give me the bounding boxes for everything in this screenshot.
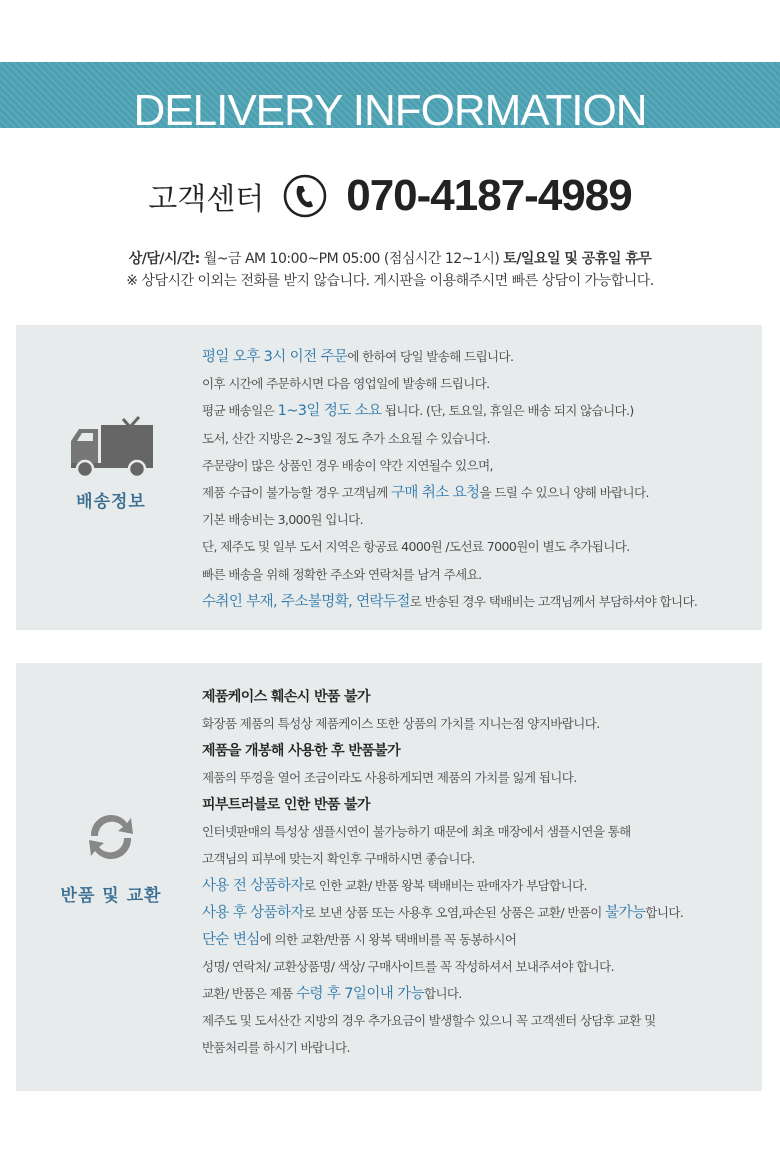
exchange-icon bbox=[83, 809, 139, 865]
shipping-line bbox=[202, 533, 697, 560]
returns-line-text: 합니다. bbox=[645, 905, 684, 920]
returns-info-box bbox=[16, 663, 762, 1091]
returns-lines bbox=[202, 683, 683, 1061]
shipping-info-box bbox=[16, 325, 762, 630]
hours-notice: ※ 상담시간 이외는 전화를 받지 않습니다. 게시판을 이용해주시면 빠른 상담이 가능합니다. bbox=[126, 273, 654, 289]
shipping-line-text: 기본 배송비는 3,000원 입니다. bbox=[202, 512, 364, 528]
consultation-hours bbox=[0, 248, 780, 292]
shipping-line-text: 도서, 산간 지방은 2~3일 정도 추가 소요될 수 있습니다. bbox=[202, 430, 490, 446]
shipping-line bbox=[202, 370, 697, 397]
hours-label: 상/담/시/간: bbox=[128, 251, 200, 267]
returns-line bbox=[202, 764, 683, 791]
returns-line-text: 성명/ 연락처/ 교환상품명/ 색상/ 구매사이트를 꼭 작성하셔서 보내주셔야 합니다. bbox=[202, 959, 615, 974]
shipping-line bbox=[202, 452, 697, 479]
customer-center-label: 고객센터 bbox=[148, 182, 265, 217]
shipping-line-text: 빠른 배송을 위해 정확한 주소와 연락처를 남겨 주세요. bbox=[202, 566, 482, 582]
shipping-line-text: 됩니다. (단, 토요일, 휴일은 배송 되지 않습니다.) bbox=[381, 403, 634, 419]
returns-line-text: 합니다. bbox=[423, 986, 462, 1001]
shipping-line bbox=[202, 561, 697, 588]
returns-line-text: 제품의 뚜껑을 열어 조금이라도 사용하게되면 제품의 가치를 잃게 됩니다. bbox=[202, 770, 577, 785]
shipping-line-text: 평일 오후 3시 이전 주문 bbox=[202, 349, 348, 365]
returns-line bbox=[202, 872, 683, 899]
banner-title: DELIVERY INFORMATION bbox=[133, 86, 647, 135]
hours-time: 월~금 AM 10:00~PM 05:00 (점심시간 12~1시) bbox=[199, 251, 504, 267]
shipping-line-text: 단, 제주도 및 일부 도서 지역은 항공료 4000원 /도선료 7000원이 별도 추가됩니다. bbox=[202, 539, 630, 555]
returns-line bbox=[202, 791, 683, 818]
returns-line bbox=[202, 683, 683, 710]
returns-line-text: 피부트러블로 인한 반품 불가 bbox=[202, 797, 370, 813]
returns-line-text: 에 의한 교환/반품 시 왕복 택배비를 꼭 동봉하시어 bbox=[259, 932, 517, 947]
shipping-line bbox=[202, 506, 697, 533]
returns-line-text: 인터넷판매의 특성상 샘플시연이 불가능하기 때문에 최초 매장에서 샘플시연을 통해 bbox=[202, 824, 631, 839]
returns-line-text: 고객님의 피부에 맞는지 확인후 구매하시면 좋습니다. bbox=[202, 851, 475, 866]
shipping-line bbox=[202, 397, 697, 424]
returns-line bbox=[202, 953, 683, 980]
shipping-line-text: 평균 배송일은 bbox=[202, 403, 278, 419]
returns-line bbox=[202, 845, 683, 872]
truck-icon bbox=[67, 413, 155, 479]
shipping-line-text: 제품 수급이 불가능할 경우 고객님께 bbox=[202, 484, 391, 500]
returns-line bbox=[202, 1034, 683, 1061]
shipping-line-text: 구매 취소 요청 bbox=[391, 484, 480, 501]
shipping-line-text: 에 한하여 당일 발송해 드립니다. bbox=[347, 349, 514, 364]
returns-line-text: 수령 후 7일이내 가능 bbox=[296, 986, 424, 1002]
shipping-line bbox=[202, 588, 697, 615]
returns-line-text: 불가능 bbox=[605, 905, 646, 921]
returns-line-text: 반품처리를 하시기 바랍니다. bbox=[202, 1040, 350, 1055]
phone-icon bbox=[282, 173, 328, 219]
returns-line bbox=[202, 926, 683, 953]
shipping-line-text: 1~3일 정도 소요 bbox=[277, 403, 382, 420]
returns-line-text: 로 인한 교환/ 반품 왕복 택배비는 판매자가 부담합니다. bbox=[303, 878, 587, 893]
shipping-side bbox=[16, 413, 206, 512]
shipping-line-text: 이후 시간에 주문하시면 다음 영업일에 발송해 드립니다. bbox=[202, 376, 490, 392]
returns-line-text: 사용 후 상품하자 bbox=[202, 905, 304, 921]
shipping-line bbox=[202, 425, 697, 452]
returns-line-text: 교환/ 반품은 제품 bbox=[202, 986, 297, 1001]
returns-line-text: 제품케이스 훼손시 반품 불가 bbox=[202, 689, 370, 705]
returns-line-text: 단순 변심 bbox=[202, 932, 260, 948]
customer-center bbox=[0, 172, 780, 220]
phone-number[interactable]: 070-4187-4989 bbox=[346, 171, 632, 220]
returns-line-text: 제품을 개봉해 사용한 후 반품불가 bbox=[202, 743, 401, 759]
shipping-line-text: 주문량이 많은 상품인 경우 배송이 약간 지연될수 있으며, bbox=[202, 457, 493, 473]
shipping-line bbox=[202, 343, 697, 370]
returns-line-text: 제주도 및 도서산간 지방의 경우 추가요금이 발생할수 있으니 꼭 고객센터 상담후 교환 및 bbox=[202, 1013, 656, 1028]
returns-side bbox=[16, 809, 206, 906]
returns-line bbox=[202, 818, 683, 845]
shipping-lines bbox=[202, 343, 697, 615]
hours-closed: 토/일요일 및 공휴일 휴무 bbox=[503, 251, 652, 267]
hours-line bbox=[0, 248, 780, 270]
returns-title: 반품 및 교환 bbox=[60, 886, 162, 906]
returns-line bbox=[202, 737, 683, 764]
returns-line-text: 화장품 제품의 특성상 제품케이스 또한 상품의 가치를 지니는점 양지바랍니다. bbox=[202, 716, 600, 731]
shipping-line-text: 수취인 부재, 주소불명확, 연락두절 bbox=[202, 593, 410, 610]
returns-line bbox=[202, 1007, 683, 1034]
returns-line bbox=[202, 899, 683, 926]
shipping-title: 배송정보 bbox=[76, 492, 146, 512]
shipping-line-text: 을 드릴 수 있으니 양해 바랍니다. bbox=[479, 484, 649, 500]
returns-line bbox=[202, 980, 683, 1007]
shipping-line bbox=[202, 479, 697, 506]
returns-line-text: 사용 전 상품하자 bbox=[202, 878, 304, 894]
returns-line-text: 로 보낸 상품 또는 사용후 오염,파손된 상품은 교환/ 반품이 bbox=[303, 905, 606, 920]
returns-line bbox=[202, 710, 683, 737]
shipping-line-text: 로 반송된 경우 택배비는 고객님께서 부담하셔야 합니다. bbox=[409, 593, 698, 609]
